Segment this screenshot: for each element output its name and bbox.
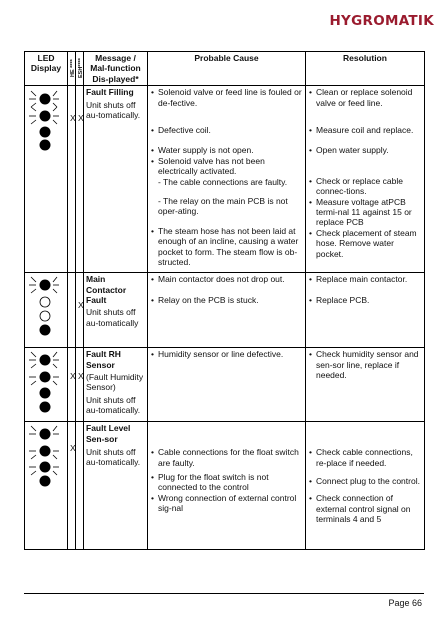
resolution-item: • Check placement of steam hose. Remove water pocket. — [308, 228, 422, 259]
message-subtitle: (Fault Humidity Sensor) — [86, 372, 144, 393]
resolution-item: • Check cable connections, re-place if needed. — [308, 447, 422, 468]
message-subtitle-2: Unit shuts off au-tomatically. — [86, 394, 141, 416]
resolution-item: • Check connection of external control signal on terminals 4 and 5 — [308, 493, 422, 524]
brand-logo — [329, 12, 434, 28]
header-he-text: HE **** — [70, 59, 76, 77]
message-subtitle: Unit shuts off au-tomatically. — [86, 447, 141, 468]
resolution-cell — [306, 273, 425, 348]
resolution-item: • Measure voltage atPCB termi-nal 11 against 15 or replace PCB — [308, 197, 422, 228]
led-indicator-icon — [27, 349, 67, 415]
cause-item: • Solenoid valve has not been electrically activated. — [150, 156, 303, 177]
message-cell — [84, 273, 148, 348]
resolution-item: • Clean or replace solenoid valve or feed line. — [308, 87, 422, 108]
cause-item: • Relay on the PCB is stuck. — [150, 295, 303, 305]
he-mark-text: X — [70, 113, 76, 124]
cause-item: • Humidity sensor or line defective. — [150, 349, 303, 359]
led-display-cell — [25, 273, 68, 348]
cause-item: - The relay on the main PCB is not oper-ating. — [158, 196, 288, 217]
cause-item: • Solenoid valve or feed line is fouled or de-fective. — [150, 87, 303, 108]
table-header-row — [25, 52, 425, 86]
header-esh-text: ESH**** — [78, 58, 84, 78]
esh-mark — [76, 348, 84, 422]
esh-mark-text: X — [78, 371, 84, 382]
table-row — [25, 348, 425, 422]
header-resolution: Resolution — [306, 52, 425, 86]
message-title: Main Contactor Fault — [86, 274, 127, 306]
message-subtitle: Unit shuts off au-tomatically — [86, 307, 139, 328]
resolution-cell — [306, 422, 425, 550]
table-row — [25, 86, 425, 273]
resolution-cell — [306, 348, 425, 422]
led-display-cell — [25, 86, 68, 273]
message-cell — [84, 86, 148, 273]
troubleshooting-table — [24, 51, 425, 550]
esh-mark — [76, 422, 84, 550]
cause-item: • Plug for the float switch is not connected to the control — [150, 472, 303, 493]
header-message: Message / Mal-function Dis-played* — [84, 52, 148, 86]
header-he — [68, 52, 76, 86]
header-cause: Probable Cause — [148, 52, 306, 86]
led-indicator-icon — [27, 423, 67, 489]
esh-mark-text: X — [78, 113, 84, 124]
resolution-cell — [306, 86, 425, 273]
esh-mark — [76, 273, 84, 348]
resolution-item: • Open water supply. — [308, 145, 422, 155]
esh-mark — [76, 86, 84, 273]
led-display-cell — [25, 348, 68, 422]
resolution-item: • Check humidity sensor and sen-sor line, replace if needed. — [308, 349, 422, 380]
he-mark — [68, 86, 76, 273]
cause-cell — [148, 273, 306, 348]
page-number: Page 66 — [388, 598, 422, 608]
header-led: LED Display — [25, 52, 68, 86]
table-row — [25, 273, 425, 348]
led-display-cell — [25, 422, 68, 550]
resolution-item: • Check or replace cable connec-tions. — [308, 176, 422, 197]
he-mark — [68, 348, 76, 422]
led-indicator-icon — [27, 87, 67, 151]
cause-item: - The cable connections are faulty. — [158, 176, 288, 187]
esh-mark-text: X — [78, 300, 84, 311]
he-mark — [68, 422, 76, 550]
cause-item: • Wrong connection of external control sig-nal — [150, 493, 303, 514]
brand-logo-text: HYGROMATIK — [329, 13, 434, 29]
cause-item: • Water supply is not open. — [150, 145, 303, 155]
header-esh — [76, 52, 84, 86]
cause-item: • Defective coil. — [150, 125, 303, 135]
he-mark-text: X — [70, 443, 76, 454]
resolution-item: • Replace main contactor. — [308, 274, 422, 284]
message-subtitle: Unit shuts off au-tomatically. — [86, 99, 141, 121]
resolution-item: • Replace PCB. — [308, 295, 422, 305]
message-title: Fault Level Sen-sor — [86, 423, 131, 444]
message-cell — [84, 422, 148, 550]
cause-cell — [148, 422, 306, 550]
cause-cell — [148, 86, 306, 273]
resolution-item: • Measure coil and replace. — [308, 125, 422, 135]
cause-item: • Cable connections for the float switch are faulty. — [150, 447, 303, 468]
footer-divider — [24, 593, 424, 594]
he-mark-text: X — [70, 371, 76, 382]
message-title: Fault Filling — [86, 87, 134, 98]
cause-item: • The steam hose has not been laid at enough of an incline, causing a water pocket to form. The steam flow is ob-structed. — [150, 226, 303, 268]
resolution-item: • Connect plug to the control. — [308, 476, 422, 486]
table-row — [25, 422, 425, 550]
led-indicator-icon — [27, 274, 67, 340]
cause-item: • Main contactor does not drop out. — [150, 274, 303, 284]
cause-cell — [148, 348, 306, 422]
he-mark — [68, 273, 76, 348]
message-cell — [84, 348, 148, 422]
message-title: Fault RH Sensor — [86, 349, 121, 370]
